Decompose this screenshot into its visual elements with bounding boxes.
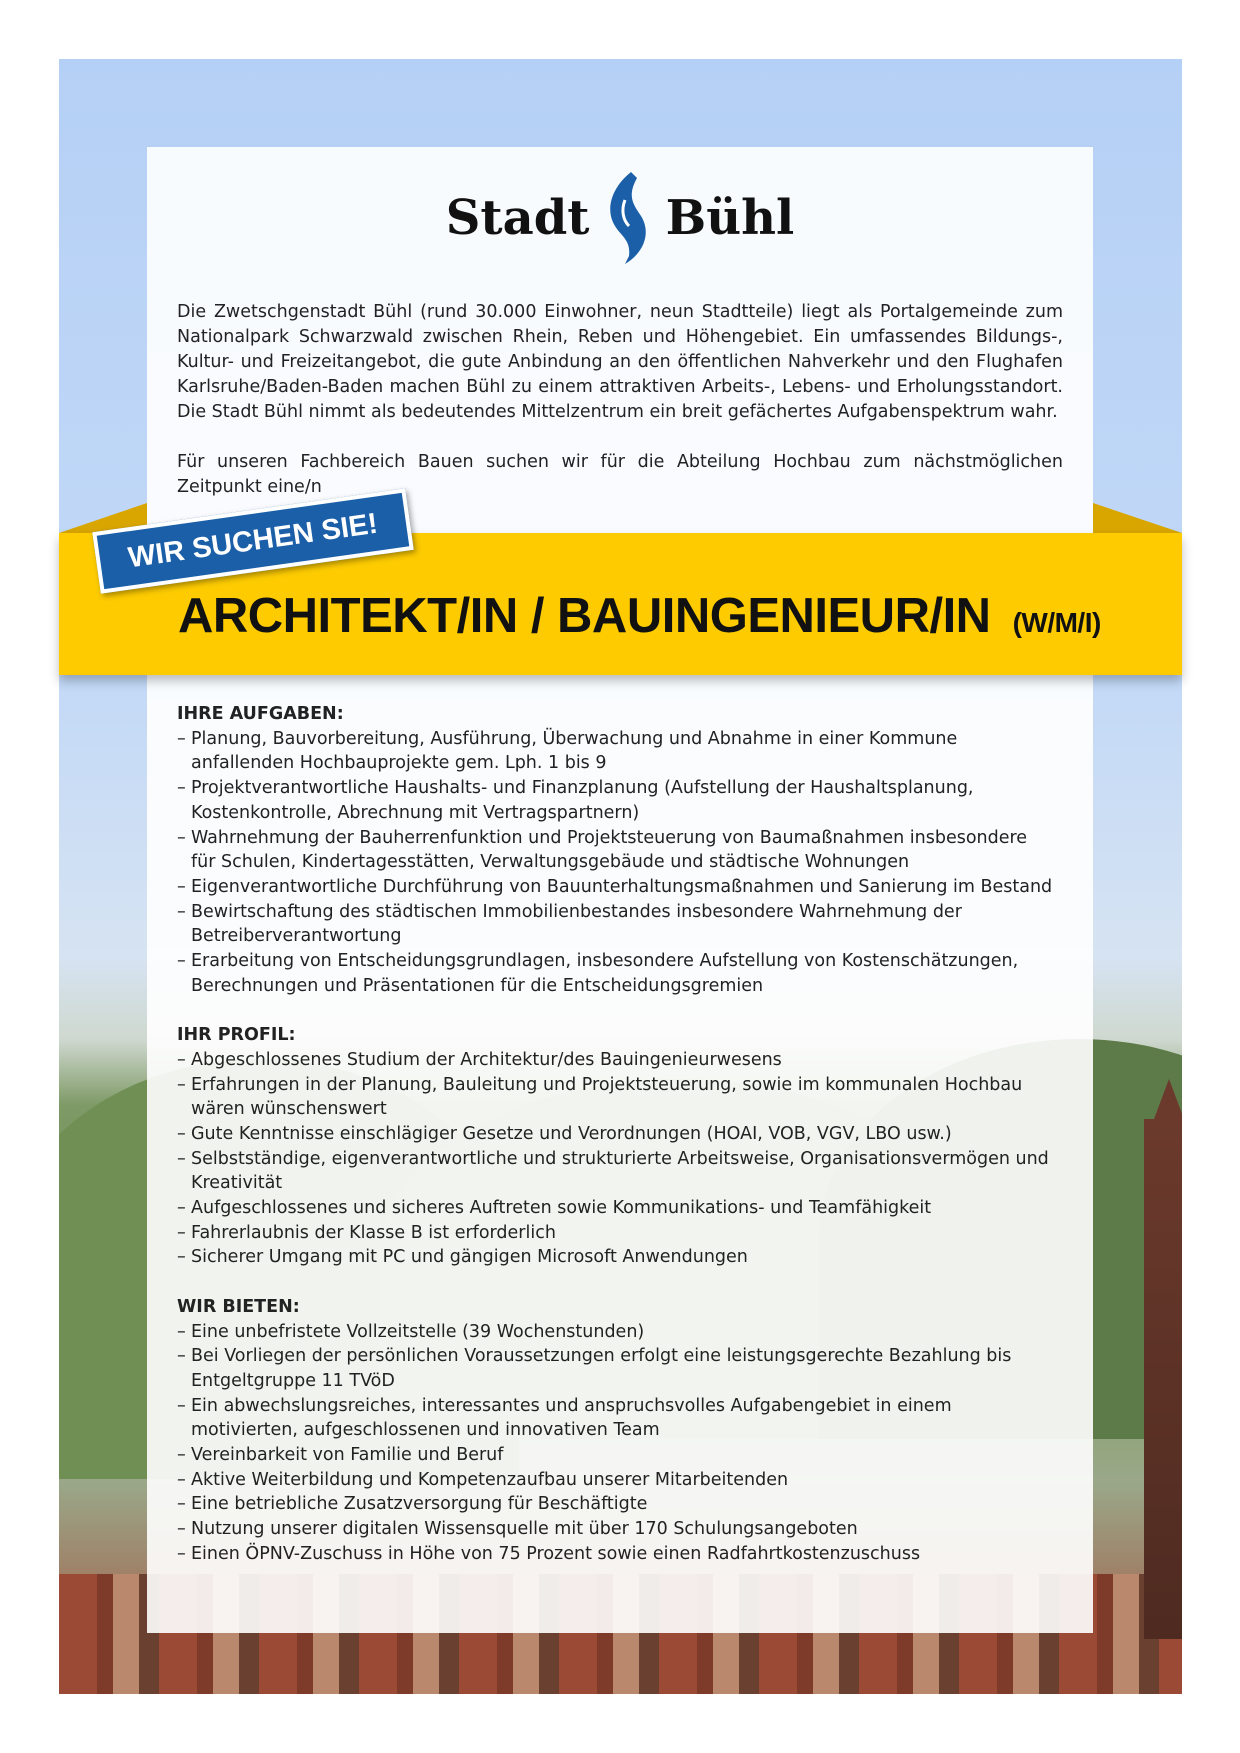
bullet-list <box>177 1320 1057 1567</box>
list-item: – Bei Vorliegen der persönlichen Voraussetzungen erfolgt eine leistungsgerechte Bezahlung bis Entgeltgruppe 11 TVöD <box>177 1344 1057 1393</box>
list-item: – Eine unbefristete Vollzeitstelle (39 Wochenstunden) <box>177 1320 1057 1345</box>
intro-paragraph: Die Zwetschgenstadt Bühl (rund 30.000 Einwohner, neun Stadtteile) liegt als Portalgemeinde zum Nationalpark Schwarzwald zwischen Rhein, Reben und Höhengebiet. Ein umfassendes Bildungs-, Kultur- und Freizeitangebot, die gute Anbindung an den öffentlichen Nahverkehr und den Flughafen Karlsruhe/Baden-Baden machen Bühl zu einem attraktiven Arbeits-, Lebens- und Erholungsstandort. Die Stadt Bühl nimmt als bedeutendes Mittelzentrum ein breit gefächertes Aufgabenspektrum wahr. <box>177 302 1063 422</box>
logo-word-right: Bühl <box>665 190 795 246</box>
section-heading: IHRE AUFGABEN: <box>177 704 344 724</box>
list-item: – Eigenverantwortliche Durchführung von Bauunterhaltungsmaßnahmen und Sanierung im Bestand <box>177 875 1057 900</box>
section-heading: WIR BIETEN: <box>177 1296 300 1317</box>
list-item: – Planung, Bauvorbereitung, Ausführung, Überwachung und Abnahme in einer Kommune anfallenden Hochbauprojekte gem. Lph. 1 bis 9 <box>177 727 1057 776</box>
list-item: – Aktive Weiterbildung und Kompetenzaufbau unserer Mitarbeitenden <box>177 1468 1057 1493</box>
job-details <box>177 702 1057 1591</box>
intro-paragraph: Für unseren Fachbereich Bauen suchen wir für die Abteilung Hochbau zum nächstmöglichen Zeitpunkt eine/n <box>177 452 1063 497</box>
logo-word-left: Stadt <box>445 190 590 246</box>
list-item: – Selbstständige, eigenverantwortliche und strukturierte Arbeitsweise, Organisationsvermögen und Kreativität <box>177 1147 1057 1196</box>
job-title-suffix: (W/M/I) <box>1012 607 1101 638</box>
section-aufgaben <box>177 702 1057 998</box>
list-item: – Einen ÖPNV-Zuschuss in Höhe von 75 Prozent sowie einen Radfahrtkostenzuschuss <box>177 1542 1057 1567</box>
logo-mark-icon <box>601 170 655 266</box>
stadt-buehl-logo <box>147 170 1093 270</box>
list-item: – Abgeschlossenes Studium der Architektur/des Bauingenieurwesens <box>177 1048 1057 1073</box>
ribbon-fold-right <box>1093 503 1182 533</box>
list-item: – Erfahrungen in der Planung, Bauleitung und Projektsteuerung, sowie im kommunalen Hochbau wären wünschenswert <box>177 1073 1057 1122</box>
list-item: – Fahrerlaubnis der Klasse B ist erforderlich <box>177 1221 1057 1246</box>
list-item: – Gute Kenntnisse einschlägiger Gesetze und Verordnungen (HOAI, VOB, VGV, LBO usw.) <box>177 1122 1057 1147</box>
list-item: – Erarbeitung von Entscheidungsgrundlagen, insbesondere Aufstellung von Kostenschätzungen, Berechnungen und Präsentationen für die Entscheidungsgremien <box>177 949 1057 998</box>
section-bieten <box>177 1295 1057 1567</box>
bullet-list <box>177 1048 1057 1270</box>
list-item: – Bewirtschaftung des städtischen Immobilienbestandes insbesondere Wahrnehmung der Betreiberverantwortung <box>177 900 1057 949</box>
wir-suchen-sie-badge: WIR SUCHEN SIE! <box>92 488 414 593</box>
list-item: – Wahrnehmung der Bauherrenfunktion und Projektsteuerung von Baumaßnahmen insbesondere für Schulen, Kindertagesstätten, Verwaltungsgebäude und städtische Wohnungen <box>177 826 1057 875</box>
section-profil <box>177 1023 1057 1270</box>
list-item: – Projektverantwortliche Haushalts- und Finanzplanung (Aufstellung der Haushaltsplanung, Kostenkontrolle, Abrechnung mit Vertragspartnern) <box>177 776 1057 825</box>
job-title-text: ARCHITEKT/IN / BAUINGENIEUR/IN <box>178 589 991 643</box>
church-spire <box>1144 1119 1182 1639</box>
list-item: – Vereinbarkeit von Familie und Beruf <box>177 1443 1057 1468</box>
job-title <box>178 588 1101 644</box>
section-heading: IHR PROFIL: <box>177 1025 296 1046</box>
bullet-list <box>177 727 1057 999</box>
intro-text <box>177 300 1063 525</box>
list-item: – Sicherer Umgang mit PC und gängigen Microsoft Anwendungen <box>177 1245 1057 1270</box>
list-item: – Eine betriebliche Zusatzversorgung für Beschäftigte <box>177 1492 1057 1517</box>
list-item: – Nutzung unserer digitalen Wissensquelle mit über 170 Schulungsangeboten <box>177 1517 1057 1542</box>
list-item: – Ein abwechslungsreiches, interessantes und anspruchsvolles Aufgabengebiet in einem motivierten, aufgeschlossenen und innovativen Team <box>177 1394 1057 1443</box>
list-item: – Aufgeschlossenes und sicheres Auftreten sowie Kommunikations- und Teamfähigkeit <box>177 1196 1057 1221</box>
